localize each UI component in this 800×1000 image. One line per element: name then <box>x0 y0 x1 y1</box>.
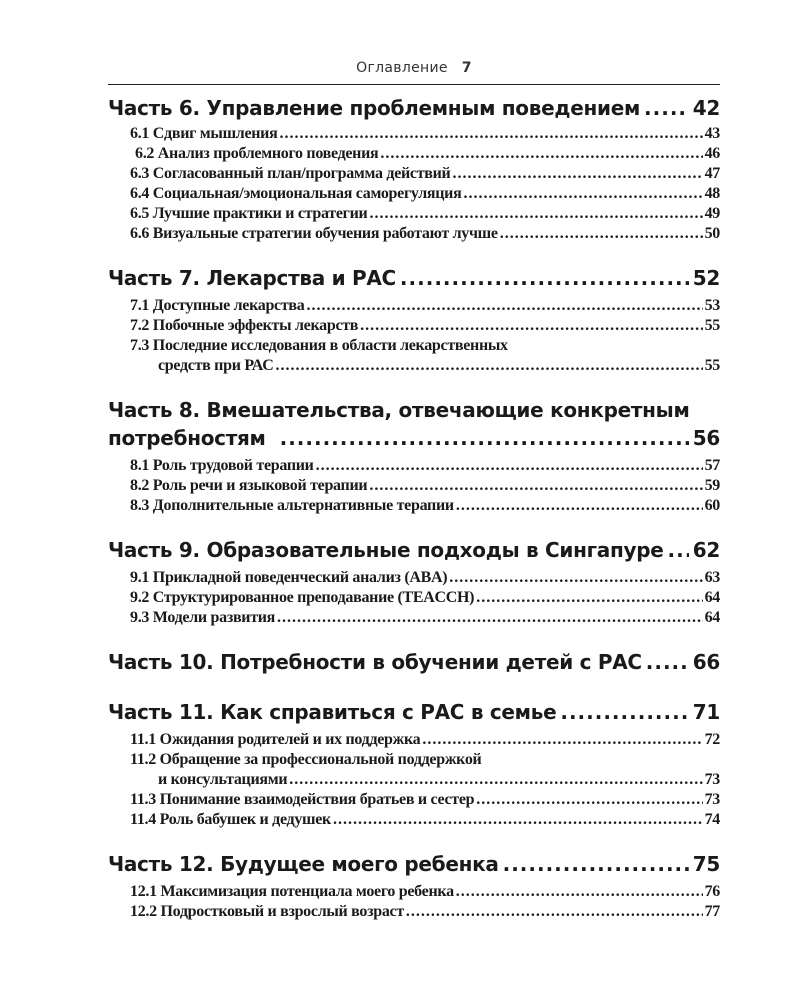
dot-leader <box>275 356 702 376</box>
part-title[interactable]: Часть 11. Как справиться с РАС в семье <box>108 700 557 724</box>
entry-page: 46 <box>704 145 720 162</box>
entry-title: 6.2 Анализ проблемного поведения <box>135 145 379 162</box>
dot-leader <box>646 646 689 678</box>
part-title-continued[interactable]: потребностям <box>108 426 266 450</box>
dot-leader <box>456 496 703 516</box>
entry-page: 60 <box>704 497 720 514</box>
entry-title: 6.5 Лучшие практики и стратегии <box>130 205 368 222</box>
entry-page: 55 <box>704 317 720 334</box>
header-page-number: 7 <box>461 60 472 76</box>
toc-entry[interactable] <box>108 750 720 790</box>
entry-title: 9.1 Прикладной поведенческий анализ (ABA) <box>130 569 448 586</box>
toc-entry[interactable] <box>108 296 720 316</box>
part-entries <box>108 124 720 244</box>
dot-leader <box>452 164 702 184</box>
entry-title: 9.3 Модели развития <box>130 609 276 626</box>
dot-leader <box>668 534 689 566</box>
entry-title: 11.3 Понимание взаимодействия братьев и сестер <box>130 791 475 808</box>
toc-entry[interactable] <box>108 790 720 810</box>
header-rule <box>108 84 720 85</box>
toc-entry[interactable] <box>108 336 720 376</box>
entry-page: 64 <box>704 589 720 606</box>
toc-entry[interactable] <box>108 882 720 902</box>
entry-page: 53 <box>704 297 720 314</box>
part-10 <box>108 646 720 678</box>
toc-entry[interactable] <box>108 164 720 184</box>
entry-page: 63 <box>704 569 720 586</box>
dot-leader <box>644 94 689 122</box>
part-title[interactable]: Часть 10. Потребности в обучении детей с РАС <box>108 650 642 674</box>
entry-title-continued: и консультациями <box>158 771 288 788</box>
dot-leader <box>422 730 702 750</box>
entry-page: 77 <box>704 903 720 920</box>
entry-page: 74 <box>704 811 720 828</box>
entry-page: 73 <box>704 791 720 808</box>
part-page: 71 <box>692 700 720 724</box>
part-page: 56 <box>692 426 720 450</box>
dot-leader <box>560 696 688 728</box>
entry-page: 59 <box>704 477 720 494</box>
part-entries <box>108 730 720 830</box>
toc-entry[interactable] <box>108 902 720 922</box>
dot-leader <box>280 422 689 454</box>
dot-leader <box>476 790 702 810</box>
toc-entry[interactable] <box>108 184 720 204</box>
dot-leader <box>279 124 702 144</box>
toc-entry[interactable] <box>108 810 720 830</box>
entry-title: 7.1 Доступные лекарства <box>130 297 305 314</box>
entry-title: 8.1 Роль трудовой терапии <box>130 457 314 474</box>
toc-entry[interactable] <box>108 730 720 750</box>
part-title[interactable]: Часть 7. Лекарства и РАС <box>108 266 396 290</box>
toc-entry[interactable] <box>108 608 720 628</box>
dot-leader <box>277 608 703 628</box>
dot-leader <box>289 770 702 790</box>
entry-page: 76 <box>704 883 720 900</box>
toc-entry[interactable] <box>108 568 720 588</box>
entry-title: 12.2 Подростковый и взрослый возраст <box>130 903 404 920</box>
dot-leader <box>500 224 703 244</box>
dot-leader <box>463 184 702 204</box>
part-title[interactable]: Часть 6. Управление проблемным поведением <box>108 96 641 120</box>
table-of-contents <box>108 94 720 922</box>
entry-page: 43 <box>704 125 720 142</box>
toc-entry[interactable] <box>108 476 720 496</box>
header-title: Оглавление <box>356 60 448 76</box>
dot-leader <box>406 902 703 922</box>
part-6 <box>108 94 720 244</box>
entry-page: 48 <box>704 185 720 202</box>
entry-title: 9.2 Структурированное преподавание (TEACCH) <box>130 589 475 606</box>
part-page: 42 <box>692 96 720 120</box>
toc-entry[interactable] <box>108 588 720 608</box>
dot-leader <box>360 316 702 336</box>
part-7 <box>108 262 720 376</box>
dot-leader <box>503 848 689 880</box>
entry-page: 64 <box>704 609 720 626</box>
entry-title: 6.6 Визуальные стратегии обучения работают лучше <box>130 225 498 242</box>
dot-leader <box>306 296 702 316</box>
toc-entry[interactable] <box>108 224 720 244</box>
dot-leader <box>456 882 703 902</box>
dot-leader <box>400 262 689 294</box>
toc-entry[interactable] <box>108 316 720 336</box>
part-12 <box>108 848 720 922</box>
dot-leader <box>476 588 702 608</box>
part-page: 66 <box>692 650 720 674</box>
toc-entry[interactable] <box>108 496 720 516</box>
entry-title: 6.1 Сдвиг мышления <box>130 125 278 142</box>
dot-leader <box>316 456 703 476</box>
part-entries <box>108 456 720 516</box>
toc-entry[interactable] <box>108 456 720 476</box>
entry-title: 11.2 Обращение за профессиональной поддержкой <box>130 751 482 768</box>
entry-title: 7.3 Последние исследования в области лекарственных <box>130 337 508 354</box>
part-page: 75 <box>692 852 720 876</box>
dot-leader <box>369 476 702 496</box>
entry-page: 49 <box>704 205 720 222</box>
part-entries <box>108 882 720 922</box>
part-entries <box>108 568 720 628</box>
part-page: 52 <box>692 266 720 290</box>
entry-page: 57 <box>704 457 720 474</box>
entry-title: 11.1 Ожидания родителей и их поддержка <box>130 731 421 748</box>
toc-entry[interactable] <box>108 124 720 144</box>
dot-leader <box>369 204 702 224</box>
part-title[interactable]: Часть 9. Образовательные подходы в Сингапуре <box>108 538 664 562</box>
dot-leader <box>333 810 703 830</box>
part-11 <box>108 696 720 830</box>
toc-entry[interactable] <box>108 144 720 164</box>
dot-leader <box>449 568 702 588</box>
part-9 <box>108 534 720 628</box>
entry-title: 6.4 Социальная/эмоциональная саморегуляция <box>130 185 462 202</box>
part-page: 62 <box>692 538 720 562</box>
entry-page: 55 <box>704 357 720 374</box>
entry-title: 11.4 Роль бабушек и дедушек <box>130 811 331 828</box>
running-header <box>108 60 720 76</box>
entry-title: 8.2 Роль речи и языковой терапии <box>130 477 368 494</box>
entry-page: 72 <box>704 731 720 748</box>
entry-title: 12.1 Максимизация потенциала моего ребенка <box>130 883 454 900</box>
entry-page: 47 <box>704 165 720 182</box>
entry-title-continued: средств при РАС <box>158 357 274 374</box>
toc-entry[interactable] <box>108 204 720 224</box>
entry-title: 6.3 Согласованный план/программа действий <box>130 165 451 182</box>
entry-page: 50 <box>704 225 720 242</box>
entry-title: 8.3 Дополнительные альтернативные терапии <box>130 497 454 514</box>
part-entries <box>108 296 720 376</box>
entry-title: 7.2 Побочные эффекты лекарств <box>130 317 359 334</box>
part-title[interactable]: Часть 12. Будущее моего ребенка <box>108 852 499 876</box>
part-title[interactable]: Часть 8. Вмешательства, отвечающие конкретным <box>108 398 690 422</box>
entry-page: 73 <box>704 771 720 788</box>
part-8 <box>108 394 720 516</box>
dot-leader <box>380 144 702 164</box>
